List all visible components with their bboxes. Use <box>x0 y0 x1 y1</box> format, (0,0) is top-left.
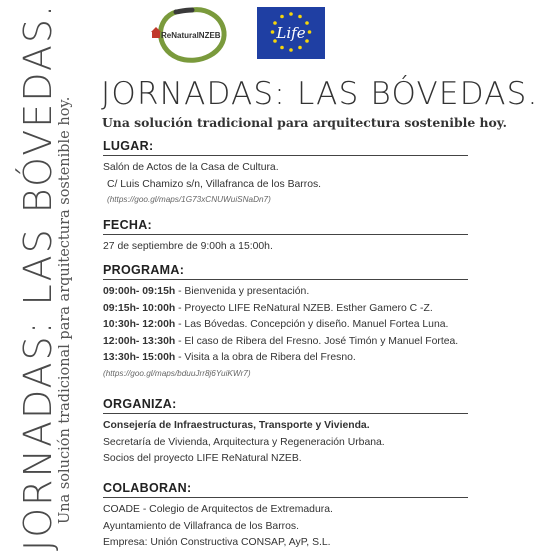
organiza-entity: Socios del proyecto LIFE ReNatural NZEB. <box>103 453 302 464</box>
section-colaboran <box>103 481 468 552</box>
section-fecha <box>103 218 468 256</box>
colaboran-entity: Empresa: Unión Constructiva CONSAP, AyP, S.L. <box>103 537 331 548</box>
programa-map-link[interactable]: (https://goo.gl/maps/bduuJrr8j6YuiKWr7) <box>103 368 251 378</box>
lugar-map-link[interactable]: (https://goo.gl/maps/1G73xCNUWuiSNaDn7) <box>107 195 271 204</box>
side-subtitle: Una solución tradicional para arquitectura sostenible hoy. <box>57 96 73 524</box>
renatural-logo-text: ReNaturalNZEB <box>161 31 221 40</box>
section-title: ORGANIZA: <box>103 397 468 414</box>
lugar-address: C/ Luis Chamizo s/n, Villafranca de los Barros. <box>107 178 322 190</box>
programa-item: 13:30h- 15:00h - Visita a la obra de Ribera del Fresno. <box>103 352 356 363</box>
section-title: PROGRAMA: <box>103 263 468 280</box>
life-logo-text: Life <box>276 24 306 42</box>
fecha-date: 27 de septiembre de 9:00h a 15:00h. <box>103 241 273 252</box>
programa-item: 10:30h- 12:00h - Las Bóvedas. Concepción y diseño. Manuel Fortea Luna. <box>103 319 449 330</box>
page-subtitle: Una solución tradicional para arquitectura sostenible hoy. <box>102 115 507 130</box>
renatural-nzeb-logo <box>148 4 232 66</box>
section-title: COLABORAN: <box>103 481 468 498</box>
lugar-venue: Salón de Actos de la Casa de Cultura. <box>103 162 279 173</box>
section-lugar <box>103 139 468 206</box>
programa-item: 12:00h- 13:30h - El caso de Ribera del Fresno. José Timón y Manuel Fortea. <box>103 335 459 347</box>
programa-item: 09:15h- 10:00h - Proyecto LIFE ReNatural NZEB. Esther Gamero C -Z. <box>103 302 433 314</box>
life-eu-logo <box>257 7 325 59</box>
programa-item: 09:00h- 09:15h - Bienvenida y presentación. <box>103 286 310 297</box>
colaboran-entity: Ayuntamiento de Villafranca de los Barros. <box>103 520 299 532</box>
section-title: LUGAR: <box>103 139 468 156</box>
page-title: JORNADAS: LAS BÓVEDAS. <box>101 76 539 112</box>
organiza-entity: Secretaría de Vivienda, Arquitectura y Regeneración Urbana. <box>103 436 385 448</box>
organiza-entity: Consejería de Infraestructuras, Transporte y Vivienda. <box>103 420 370 431</box>
section-organiza <box>103 397 468 468</box>
section-title: FECHA: <box>103 218 468 235</box>
side-title: JORNADAS: LAS BÓVEDAS. <box>16 2 60 551</box>
section-programa <box>103 263 468 380</box>
colaboran-entity: COADE - Colegio de Arquitectos de Extremadura. <box>103 504 333 515</box>
